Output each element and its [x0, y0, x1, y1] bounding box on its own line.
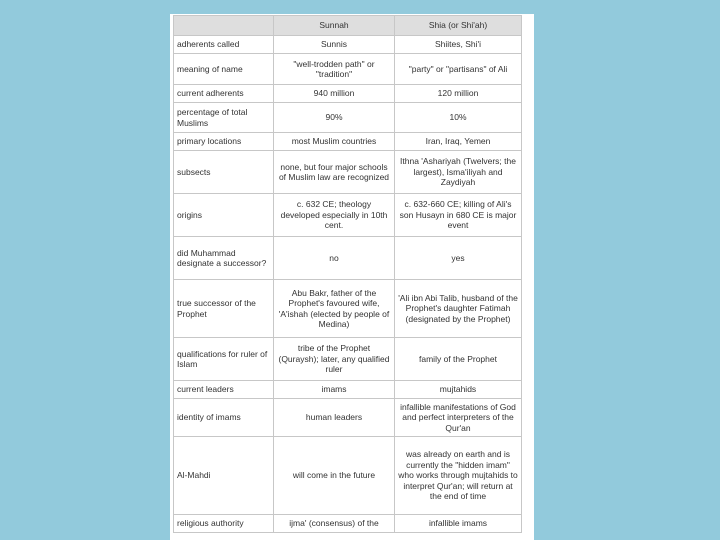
row-label: qualifications for ruler of Islam	[174, 338, 274, 381]
header-row	[174, 16, 522, 36]
shia-cell: Iran, Iraq, Yemen	[395, 133, 522, 151]
table-row	[174, 280, 522, 338]
row-label: current adherents	[174, 85, 274, 103]
sunni-cell: human leaders	[274, 399, 395, 437]
sunni-cell: c. 632 CE; theology developed especially in 10th cent.	[274, 194, 395, 237]
shia-cell: Ithna 'Ashariyah (Twelvers; the largest), Isma'iliyah and Zaydiyah	[395, 151, 522, 194]
sunni-cell: 940 million	[274, 85, 395, 103]
sunni-cell: none, but four major schools of Muslim law are recognized	[274, 151, 395, 194]
header-cell-shia: Shia (or Shi'ah)	[395, 16, 522, 36]
shia-cell: 'Ali ibn Abi Talib, husband of the Prophet's daughter Fatimah (designated by the Prophet)	[395, 280, 522, 338]
shia-cell: infallible imams	[395, 515, 522, 533]
sunni-cell: imams	[274, 381, 395, 399]
table-row	[174, 151, 522, 194]
table-row	[174, 381, 522, 399]
row-label: Al-Mahdi	[174, 437, 274, 515]
shia-cell: Shiites, Shi'i	[395, 36, 522, 54]
row-label: meaning of name	[174, 54, 274, 85]
header-cell-blank	[174, 16, 274, 36]
row-label: adherents called	[174, 36, 274, 54]
header-cell-sunnah: Sunnah	[274, 16, 395, 36]
shia-cell: infallible manifestations of God and perfect interpreters of the Qur'an	[395, 399, 522, 437]
shia-cell: 120 million	[395, 85, 522, 103]
sunni-cell: 90%	[274, 103, 395, 133]
table-row	[174, 194, 522, 237]
row-label: percentage of total Muslims	[174, 103, 274, 133]
table-row	[174, 103, 522, 133]
comparison-table	[173, 15, 522, 533]
row-label: true successor of the Prophet	[174, 280, 274, 338]
shia-cell: yes	[395, 237, 522, 280]
table-row	[174, 54, 522, 85]
document-page	[170, 14, 534, 540]
sunni-cell: Sunnis	[274, 36, 395, 54]
sunni-cell: no	[274, 237, 395, 280]
sunni-cell: most Muslim countries	[274, 133, 395, 151]
table-row	[174, 515, 522, 533]
table-row	[174, 133, 522, 151]
row-label: did Muhammad designate a successor?	[174, 237, 274, 280]
table-row	[174, 36, 522, 54]
shia-cell: c. 632-660 CE; killing of Ali's son Husayn in 680 CE is major event	[395, 194, 522, 237]
sunni-cell: Abu Bakr, father of the Prophet's favoured wife, 'A'ishah (elected by people of Medina)	[274, 280, 395, 338]
shia-cell: family of the Prophet	[395, 338, 522, 381]
row-label: current leaders	[174, 381, 274, 399]
shia-cell: mujtahids	[395, 381, 522, 399]
sunni-cell: tribe of the Prophet (Quraysh); later, any qualified ruler	[274, 338, 395, 381]
row-label: primary locations	[174, 133, 274, 151]
shia-cell: was already on earth and is currently the "hidden imam" who works through mujtahids to interpret Qur'an; will return at the end of time	[395, 437, 522, 515]
row-label: identity of imams	[174, 399, 274, 437]
row-label: origins	[174, 194, 274, 237]
row-label: religious authority	[174, 515, 274, 533]
table-row	[174, 399, 522, 437]
table-row	[174, 338, 522, 381]
table-row	[174, 437, 522, 515]
table-row	[174, 85, 522, 103]
sunni-cell: will come in the future	[274, 437, 395, 515]
row-label: subsects	[174, 151, 274, 194]
sunni-cell: ijma' (consensus) of the	[274, 515, 395, 533]
table-row	[174, 237, 522, 280]
shia-cell: "party" or "partisans" of Ali	[395, 54, 522, 85]
sunni-cell: "well-trodden path" or "tradition"	[274, 54, 395, 85]
shia-cell: 10%	[395, 103, 522, 133]
